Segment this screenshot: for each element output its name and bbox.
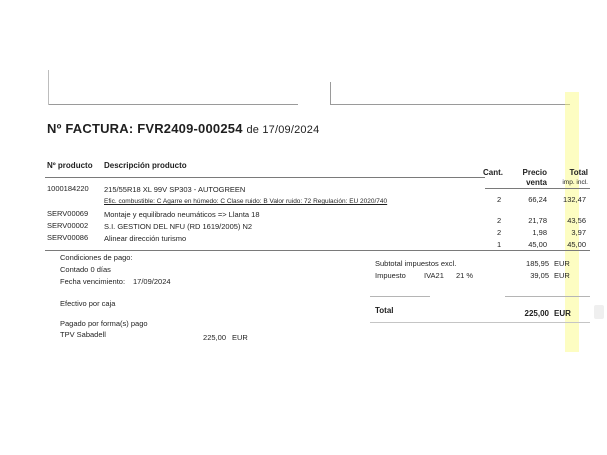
- conditions-label: Condiciones de pago:: [60, 253, 133, 262]
- subtotal-label: Subtotal impuestos excl.: [375, 259, 457, 268]
- row-price: 1,98: [532, 228, 547, 237]
- total-label: Total: [375, 306, 394, 315]
- efectivo-text: Efectivo por caja: [60, 299, 116, 308]
- rows-bottom-divider: [45, 250, 590, 251]
- header-precio-1: Precio: [522, 168, 547, 177]
- row-total: 3,97: [571, 228, 586, 237]
- pagado-text: Pagado por forma(s) pago: [60, 319, 148, 328]
- header-producto: Nº producto: [47, 161, 93, 170]
- row-qty: 2: [497, 195, 502, 204]
- total-divider-left: [370, 296, 430, 297]
- top-box-right-divider: [330, 82, 331, 105]
- tpv-currency: EUR: [232, 333, 248, 342]
- row-desc: Montaje y equilibrado neumáticos => Llanta 18: [104, 210, 260, 219]
- header-descripcion: Descripción producto: [104, 161, 187, 170]
- row-price: 21,78: [528, 216, 547, 225]
- row-qty: 1: [497, 240, 502, 249]
- row-code: SERV00002: [47, 221, 89, 230]
- row-desc: 215/55R18 XL 99V SP303 - AUTOGREEN: [104, 185, 246, 194]
- top-box-bottom-right: [330, 104, 570, 105]
- total-divider-right: [505, 296, 590, 297]
- top-box-left-edge: [48, 70, 49, 105]
- subtotal-value: 185,95: [526, 259, 549, 268]
- row-qty: 2: [497, 216, 502, 225]
- row-price: 45,00: [528, 240, 547, 249]
- row-desc: S.I. GESTION DEL NFU (RD 1619/2005) N2: [104, 222, 253, 231]
- total-value: 225,00: [524, 309, 549, 318]
- row-total: 132,47: [563, 195, 586, 204]
- vencimiento-label: Fecha vencimiento:: [60, 277, 126, 286]
- row-code: SERV00069: [47, 209, 89, 218]
- impuesto-rate: 21 %: [456, 271, 474, 280]
- impuesto-currency: EUR: [554, 271, 570, 280]
- tpv-amount: 225,00: [203, 333, 226, 342]
- row-code: SERV00086: [47, 233, 89, 242]
- contado-text: Contado 0 días: [60, 265, 111, 274]
- subtotal-currency: EUR: [554, 259, 570, 268]
- row-desc: Alinear dirección turismo: [104, 234, 187, 243]
- row-total: 43,56: [567, 216, 586, 225]
- impuesto-label: Impuesto: [375, 271, 406, 280]
- invoice-title: [47, 121, 319, 136]
- top-box-bottom-left: [48, 104, 298, 105]
- row-qty: 2: [497, 228, 502, 237]
- header-total-1: Total: [569, 168, 588, 177]
- header-cant: Cant.: [483, 168, 503, 177]
- vencimiento-date: 17/09/2024: [133, 277, 171, 286]
- impuesto-code: IVA21: [424, 271, 444, 280]
- invoice-date: de 17/09/2024: [246, 124, 320, 136]
- header-divider: [45, 177, 485, 178]
- total-currency: EUR: [554, 309, 571, 318]
- header-precio-2: venta: [526, 178, 547, 187]
- tpv-label: TPV Sabadell: [60, 330, 106, 339]
- row-desc-eu-label: Efic. combustible: C Agarre en húmedo: C Clase ruido: B Valor ruido: 72 Regulación: EU 2020/740: [104, 198, 388, 205]
- scan-artifact: [594, 305, 604, 319]
- header-divider-right: [485, 188, 590, 189]
- header-total-2: imp. incl.: [562, 179, 588, 186]
- impuesto-value: 39,05: [530, 271, 549, 280]
- row-total: 45,00: [567, 240, 586, 249]
- row-price: 66,24: [528, 195, 547, 204]
- row-code: 1000184220: [47, 184, 89, 193]
- invoice-number: Nº FACTURA: FVR2409-000254: [47, 121, 243, 136]
- total-bottom-divider: [370, 322, 590, 323]
